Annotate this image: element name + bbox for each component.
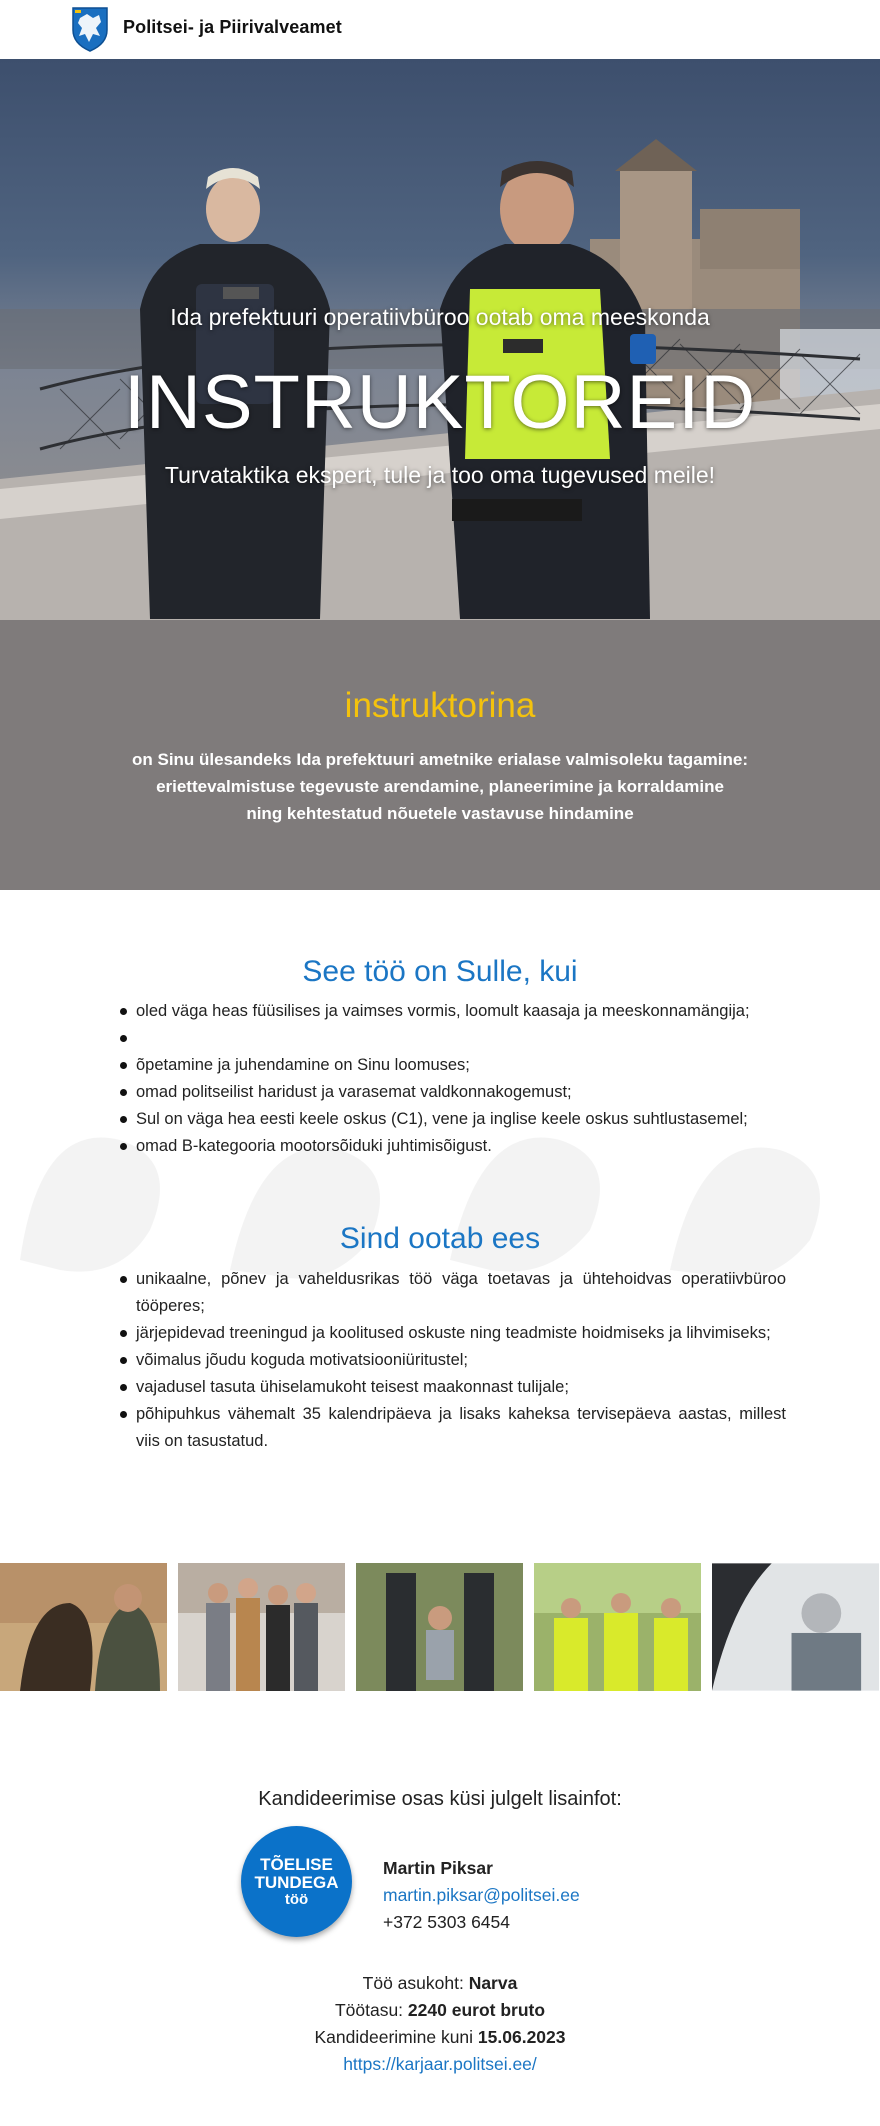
badge-line: töö xyxy=(284,1891,309,1908)
contact-prompt: Kandideerimise osas küsi julgelt lisainfot: xyxy=(258,1788,622,1810)
contact-email-link[interactable]: martin.piksar@politsei.ee xyxy=(383,1885,580,1905)
hero-subtitle: Ida prefektuuri operatiivbüroo ootab oma meeskonda xyxy=(170,304,710,330)
contact-card xyxy=(383,1855,580,1936)
fit-list xyxy=(120,998,786,1160)
salary-value: 2240 eurot bruto xyxy=(407,2000,546,2020)
fit-section-title: See töö on Sulle, kui xyxy=(302,955,578,988)
list-item: võimalus jõudu koguda motivatsiooniüritustel; xyxy=(120,1347,786,1374)
deadline-line xyxy=(0,2024,880,2051)
band-line: eriettevalmistuse tegevuste arendamine, planeerimine ja korraldamine xyxy=(156,777,724,796)
hero-photo xyxy=(0,59,880,620)
photo-patrol-officers xyxy=(534,1563,701,1691)
band-line: on Sinu ülesandeks Ida prefektuuri ametnike erialase valmisoleku tagamine: xyxy=(131,750,748,769)
list-item: omad politseilist haridust ja varasemat valdkonnakogemust; xyxy=(120,1079,786,1106)
list-item: unikaalne, põnev ja vaheldusrikas töö väga toetavas ja ühtehoidvas operatiivbüroo tööperes; xyxy=(120,1266,786,1320)
career-site-link[interactable]: https://karjaar.politsei.ee/ xyxy=(343,2054,537,2074)
band-title: instruktorina xyxy=(344,686,536,725)
list-item: põhipuhkus vähemalt 35 kalendripäeva ja lisaks kaheksa tervisepäeva aastas, millest viis on tasustatud. xyxy=(120,1401,786,1455)
location-label: Töö asukoht: xyxy=(362,1973,469,1993)
photo-officers-with-child xyxy=(356,1563,523,1691)
list-item: järjepidevad treeningud ja koolitused oskuste ning teadmiste hoidmiseks ja lihvimiseks; xyxy=(120,1320,786,1347)
list-item: Sul on väga hea eesti keele oskus (C1), vene ja inglise keele oskus suhtlustasemel; xyxy=(120,1106,786,1133)
salary-label: Töötasu: xyxy=(334,2000,408,2020)
offer-list xyxy=(120,1266,786,1455)
badge-line: TUNDEGA xyxy=(254,1873,339,1892)
list-item: oled väga heas füüsilises ja vaimses vormis, loomult kaasaja ja meeskonnamängija; xyxy=(120,998,786,1025)
contact-phone[interactable]: +372 5303 6454 xyxy=(383,1912,511,1932)
hero-title: INSTRUKTOREID xyxy=(123,360,757,445)
photo-dog-handler xyxy=(0,1563,167,1691)
band-description xyxy=(0,746,880,827)
deadline-value: 15.06.2023 xyxy=(477,2027,566,2047)
hero-banner xyxy=(0,59,880,620)
offer-section-title: Sind ootab ees xyxy=(339,1222,541,1255)
location-value: Narva xyxy=(468,1973,518,1993)
list-item: õpetamine ja juhendamine on Sinu loomuses; xyxy=(120,1052,786,1079)
true-feeling-badge xyxy=(241,1826,352,1937)
contact-name: Martin Piksar xyxy=(383,1858,493,1878)
deadline-label: Kandideerimine kuni xyxy=(314,2027,478,2047)
band-line: ning kehtestatud nõuetele vastavuse hindamine xyxy=(246,804,634,823)
list-spacer xyxy=(120,1025,786,1052)
location-line xyxy=(0,1970,880,1997)
photo-team xyxy=(178,1563,345,1691)
organization-name: Politsei- ja Piirivalveamet xyxy=(123,17,342,37)
job-facts xyxy=(0,1970,880,2078)
badge-line: TÕELISE xyxy=(260,1855,333,1874)
top-bar xyxy=(0,0,880,59)
role-band xyxy=(0,620,880,890)
hero-tagline: Turvataktika ekspert, tule ja too oma tugevused meile! xyxy=(164,462,716,488)
photo-helicopter-pilot xyxy=(712,1563,879,1691)
salary-line xyxy=(0,1997,880,2024)
list-item: omad B-kategooria mootorsõiduki juhtimisõigust. xyxy=(120,1133,786,1160)
list-item: vajadusel tasuta ühiselamukoht teisest maakonnast tulijale; xyxy=(120,1374,786,1401)
ppa-shield-logo-icon[interactable] xyxy=(71,6,109,52)
